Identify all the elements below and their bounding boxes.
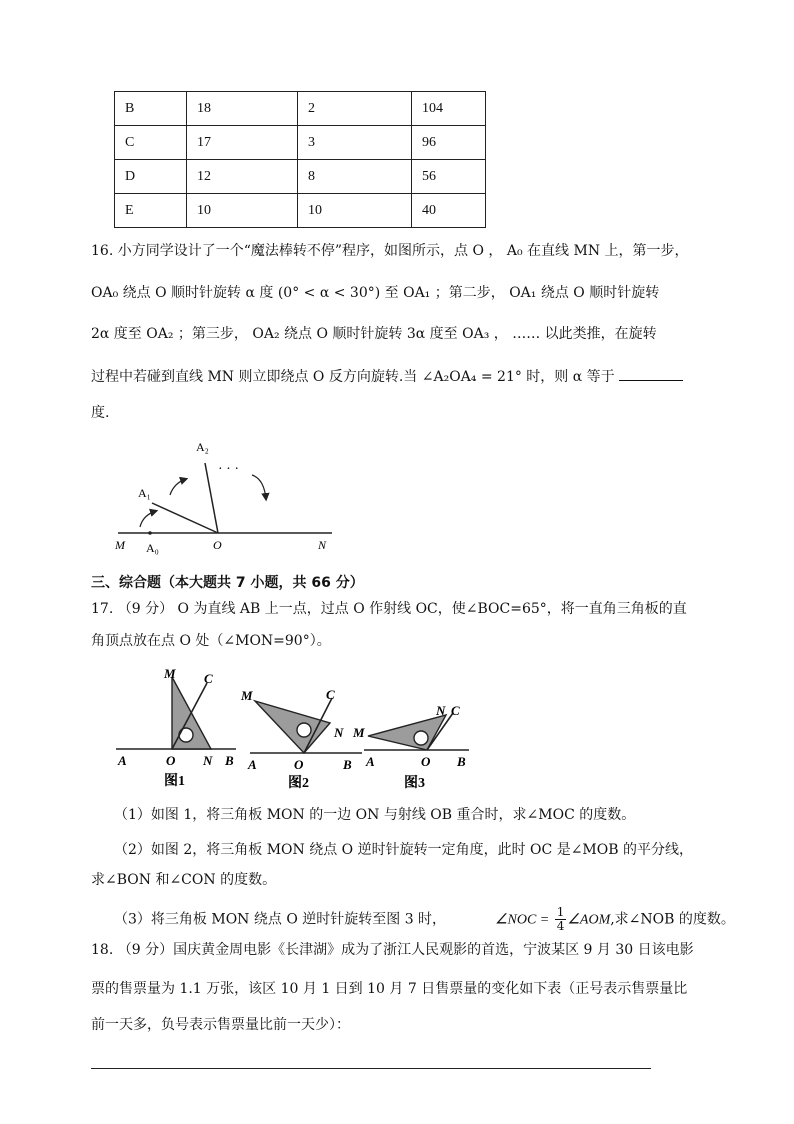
arrow-2 [170, 479, 186, 495]
q17-part3 [114, 906, 735, 933]
table-cell: 17 [187, 126, 298, 160]
fig2-label-a: A [248, 757, 257, 772]
label-n: N [318, 538, 327, 552]
fraction-one-quarter [555, 906, 567, 933]
section-heading: 三、综合题（本大题共 7 小题，共 66 分） [91, 575, 364, 591]
q17-part3-suffix: ,求∠NOB 的度数。 [610, 911, 735, 928]
q18-line3: 前一天多，负号表示售票量比前一天少）： [91, 1017, 350, 1033]
arrow-1 [140, 511, 156, 527]
fig2-label-c: C [326, 687, 335, 702]
table-cell: 10 [298, 194, 412, 228]
table-cell: 40 [412, 194, 486, 228]
q17-figures [114, 663, 474, 793]
fig3-label-m: M [353, 725, 365, 740]
q18-line2: 票的售票量为 1.1 万张，该区 10 月 1 日到 10 月 7 日售票量的变化如下表（正号表示售票量比 [91, 981, 688, 997]
table-row [115, 194, 486, 228]
ray-oa1 [152, 503, 218, 533]
q17-part3-angle2: ∠AOM [567, 912, 611, 928]
score-table [114, 91, 486, 228]
fig2-label-b: B [343, 757, 352, 772]
fraction-denominator: 4 [556, 919, 565, 933]
q16-line5: 度. [91, 405, 110, 421]
table-row [115, 160, 486, 194]
table-cell: 10 [187, 194, 298, 228]
fig1-label-c: C [204, 671, 213, 686]
table-cell: 56 [412, 160, 486, 194]
q16-line3: 2α 度至 OA₂ ；第三步， OA₂ 绕点 O 顺时针旋转 3α 度至 OA₃ ， …… 以此类推，在旋转 [91, 326, 657, 342]
table-cell: C [115, 126, 187, 160]
answer-blank [619, 366, 683, 381]
q17-line2: 角顶点放在点 O 处（∠MON=90°）。 [91, 633, 331, 649]
q17-line1: 17. （9 分） O 为直线 AB 上一点，过点 O 作射线 OC，使∠BOC=65°，将一直角三角板的直 [91, 601, 687, 617]
fig1-caption: 图1 [164, 774, 185, 789]
table-cell: 2 [298, 92, 412, 126]
label-o: O [213, 538, 222, 552]
q16-figure [110, 435, 340, 560]
fraction-numerator: 1 [556, 905, 565, 919]
score-table-body [115, 92, 486, 228]
fig2-caption: 图2 [288, 776, 309, 791]
fig3-label-c: C [451, 703, 460, 718]
q16-line2: OA₀ 绕点 O 顺时针旋转 α 度 (0° < α < 30°) 至 OA₁ ；第二步， OA₁ 绕点 O 顺时针旋转 [91, 285, 660, 301]
q16-line4-text: 过程中若碰到直线 MN 则立即绕点 O 反方向旋转.当 ∠A₂OA₄ = 21° 时，则 α 等于 [91, 369, 615, 385]
q17-part3-prefix: （3）将三角板 MON 绕点 O 逆时针旋转至图 3 时， [114, 911, 447, 928]
table-cell: B [115, 92, 187, 126]
label-a1: A₁ [138, 486, 151, 500]
table-row [115, 92, 486, 126]
fig2 [240, 687, 362, 791]
q16-line4 [91, 366, 683, 387]
fig3-label-n: N [436, 703, 446, 718]
fig1-label-a: A [118, 753, 127, 768]
q17-part2b: 求∠BON 和∠CON 的度数。 [91, 872, 277, 888]
fig3-label-a: A [366, 754, 375, 769]
fig1 [116, 666, 236, 789]
fig1-label-n: N [203, 753, 213, 768]
q17-part3-angle: ∠NOC = [494, 912, 550, 928]
q17-part2a: （2）如图 2，将三角板 MON 绕点 O 逆时针旋转一定角度，此时 OC 是∠MOB 的平分线， [114, 842, 693, 858]
fig2-label-n: N [334, 725, 344, 740]
table-cell: D [115, 160, 187, 194]
table-row [115, 126, 486, 160]
label-a0: A₀ [146, 541, 159, 555]
fig2-label-o: O [294, 757, 304, 772]
fig1-label-m: M [164, 666, 176, 681]
table-cell: 12 [187, 160, 298, 194]
fig3-label-o: O [421, 754, 431, 769]
table-cell: E [115, 194, 187, 228]
fig1-label-b: B [225, 753, 234, 768]
label-dots: · · · [218, 462, 239, 477]
point-a0 [148, 531, 152, 535]
label-a2: A₂ [196, 440, 209, 454]
label-m: M [115, 538, 125, 552]
fig3-caption: 图3 [404, 776, 425, 791]
table-cell: 96 [412, 126, 486, 160]
bottom-rule [91, 1068, 651, 1069]
q18-line1: 18. （9 分）国庆黄金周电影《长津湖》成为了浙江人民观影的首选，宁波某区 9 月 30 日该电影 [91, 942, 694, 958]
ray-oa2 [205, 463, 218, 533]
table-cell: 8 [298, 160, 412, 194]
fig2-label-m: M [241, 688, 253, 703]
fig3 [352, 703, 469, 791]
fig3-label-b: B [457, 754, 466, 769]
table-cell: 3 [298, 126, 412, 160]
table-cell: 104 [412, 92, 486, 126]
q16-line1: 16. 小方同学设计了一个“魔法棒转不停”程序，如图所示，点 O ， A₀ 在直线 MN 上，第一步， [91, 243, 689, 259]
q17-part1: （1）如图 1，将三角板 MON 的一边 ON 与射线 OB 重合时，求∠MOC 的度数。 [114, 807, 636, 823]
arrow-3 [252, 475, 266, 499]
fig1-label-o: O [166, 753, 176, 768]
table-cell: 18 [187, 92, 298, 126]
